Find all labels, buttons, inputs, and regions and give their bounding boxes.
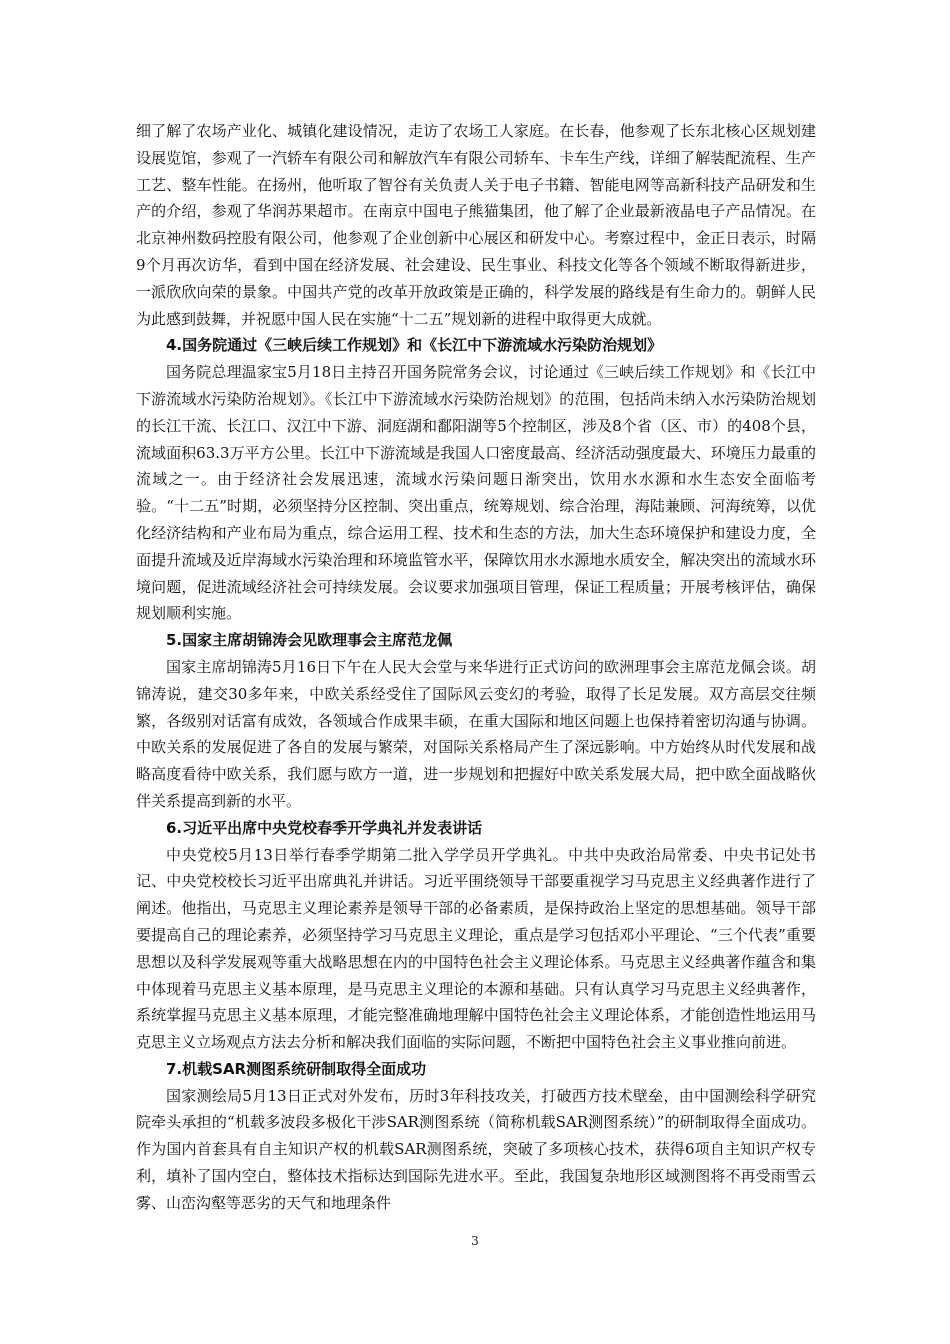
section-heading: 5.国家主席胡锦涛会见欧理事会主席范龙佩 [166, 631, 453, 650]
section-heading: 4.国务院通过《三峡后续工作规划》和《长江中下游流域水污染防治规划》 [166, 336, 663, 355]
page-number: 3 [471, 1234, 479, 1248]
body-paragraph: 国家主席胡锦涛5月16日下午在人民大会堂与来华进行正式访问的欧洲理事会主席范龙佩会谈。胡锦涛说，建交30多年来，中欧关系经受住了国际风云变幻的考验，取得了长足发展。双方高层交往频繁，各级别对话富有成效，各领域合作成果丰硕，在重大国际和地区问题上也保持着密切沟通与协调。中欧关系的发展促进了各自的发展与繁荣，对国际关系格局产生了深远影响。中方始终从时代发展和战略高度看待中欧关系，我们愿与欧方一道，进一步规划和把握好中欧关系发展大局，把中欧全面战略伙伴关系提高到新的水平。 [136, 657, 816, 810]
body-paragraph: 中央党校5月13日举行春季学期第二批入学学员开学典礼。中共中央政治局常委、中央书记处书记、中央党校校长习近平出席典礼并讲话。习近平围绕领导干部要重视学习马克思主义经典著作进行了阐述。他指出，马克思主义理论素养是领导干部的必备素质，是保持政治上坚定的思想基础。领导干部要提高自己的理论素养，必须坚持学习马克思主义理论，重点是学习包括邓小平理论、“三个代表”重要思想以及科学发展观等重大战略思想在内的中国特色社会主义理论体系。马克思主义经典著作蕴含和集中体现着马克思主义基本原理，是马克思主义理论的本源和基础。只有认真学习马克思主义经典著作，系统掌握马克思主义基本原理，才能完整准确地理解中国特色社会主义理论体系，才能创造性地运用马克思主义立场观点方法去分析和解决我们面临的实际问题，不断把中国特色社会主义事业推向前进。 [136, 845, 816, 1052]
body-paragraph: 细了解了农场产业化、城镇化建设情况，走访了农场工人家庭。在长春，他参观了长东北核心区规划建设展览馆，参观了一汽轿车有限公司和解放汽车有限公司轿车、卡车生产线，详细了解装配流程、生产工艺、整车性能。在扬州，他听取了智谷有关负责人关于电子书籍、智能电网等高新科技产品研发和生产的介绍，参观了华润苏果超市。在南京中国电子熊猫集团，他了解了企业最新液晶电子产品情况。在北京神州数码控股有限公司，他参观了企业创新中心展区和研发中心。考察过程中，金正日表示，时隔9个月再次访华，看到中国在经济发展、社会建设、民生事业、科技文化等各个领域不断取得新进步，一派欣欣向荣的景象。中国共产党的改革开放政策是正确的，科学发展的路线是有生命力的。朝鲜人民为此感到鼓舞，并祝愿中国人民在实施“十二五”规划新的进程中取得更大成就。 [136, 122, 816, 328]
section-heading: 7.机载SAR测图系统研制取得全面成功 [166, 1059, 427, 1078]
section-heading: 6.习近平出席中央党校春季开学典礼并发表讲话 [166, 818, 483, 837]
body-paragraph: 国家测绘局5月13日正式对外发布，历时3年科技攻关，打破西方技术壁垒，由中国测绘科学研究院牵头承担的“机载多波段多极化干涉SAR测图系统（简称机载SAR测图系统）”的研制取得全面成功。作为国内首套具有自主知识产权的机载SAR测图系统，突破了多项核心技术，获得6项自主知识产权专利，填补了国内空白，整体技术指标达到国际先进水平。至此，我国复杂地形区域测图将不再受雨雪云雾、山峦沟壑等恶劣的天气和地理条件 [136, 1086, 816, 1212]
document-page [136, 118, 816, 1217]
body-paragraph: 国务院总理温家宝5月18日主持召开国务院常务会议，讨论通过《三峡后续工作规划》和《长江中下游流域水污染防治规划》。《长江中下游流域水污染防治规划》的范围，包括尚未纳入水污染防治规划的长江干流、长江口、汉江中下游、洞庭湖和鄱阳湖等5个控制区，涉及8个省（区、市）的408个县，流域面积63.3万平方公里。长江中下游流域是我国人口密度最高、经济活动强度最大、环境压力最重的流域之一。由于经济社会发展迅速，流域水污染问题日渐突出，饮用水水源和水生态安全面临考验。“十二五”时期，必须坚持分区控制、突出重点，统筹规划、综合治理，海陆兼顾、河海统筹，以优化经济结构和产业布局为重点，综合运用工程、技术和生态的方法，加大生态环境保护和建设力度，全面提升流域及近岸海域水污染治理和环境监管水平，保障饮用水水源地水质安全，解决突出的流域水环境问题，促进流域经济社会可持续发展。会议要求加强项目管理，保证工程质量；开展考核评估，确保规划顺利实施。 [136, 363, 816, 623]
